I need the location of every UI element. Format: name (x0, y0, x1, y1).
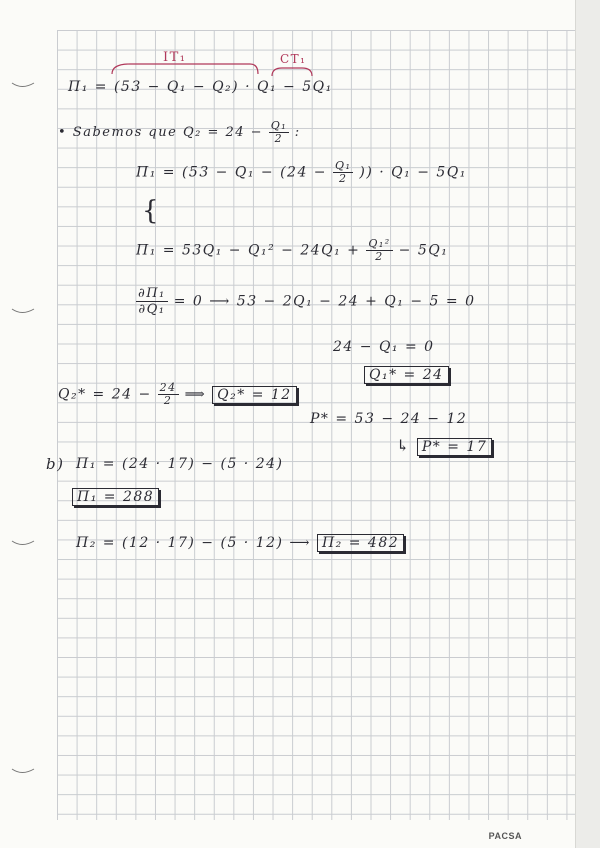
eq7-prefix: Q₂* = 24 − (58, 386, 152, 403)
derivative-denominator: ∂Q₁ (138, 302, 166, 317)
equation-solve-q1: 24 − Q₁ = 0 (333, 339, 435, 355)
eq4-prefix: Π₁ = 53Q₁ − Q₁² − 24Q₁ + (136, 242, 361, 259)
brace-symbol: { (142, 196, 161, 226)
fraction-numerator: Q₁ (270, 119, 288, 132)
derivative-numerator: ∂Π₁ (138, 286, 166, 301)
derivative-fraction (136, 286, 168, 317)
binder-hole-mark (10, 766, 36, 776)
fraction-numerator: Q₁ (335, 159, 352, 172)
fraction-denominator: 2 (375, 250, 384, 263)
fraction (333, 160, 353, 185)
eq4-suffix: − 5Q₁ (398, 242, 449, 259)
equation-profit-1: Π₁ = (53 − Q₁ − Q₂) · Q₁ − 5Q₁ (68, 79, 333, 95)
implies-arrow: ⟹ (184, 386, 207, 403)
fraction-denominator: 2 (163, 394, 173, 407)
substitution-line (58, 120, 301, 145)
eq3-prefix: Π₁ = (53 − Q₁ − (24 − (136, 164, 328, 181)
answer-box: Q₂* = 12 (212, 386, 297, 404)
answer-box: Π₂ = 482 (317, 534, 404, 552)
substitution-prefix: • Sabemos que Q₂ = 24 − (58, 125, 264, 140)
fraction-denominator: 2 (338, 172, 348, 185)
fraction-denominator: 2 (274, 132, 284, 145)
boxed-result-profit-1 (72, 488, 159, 506)
equation-profit-firm-2 (76, 534, 404, 552)
derivative-equation: = 0 ⟶ 53 − 2Q₁ − 24 + Q₁ − 5 = 0 (173, 293, 476, 310)
equation-q2 (58, 382, 297, 407)
equation-profit-expanded (136, 238, 448, 263)
fraction (269, 120, 289, 145)
page-edge (575, 0, 600, 848)
fraction-numerator: 24 (159, 381, 177, 394)
answer-box: Q₁* = 24 (364, 366, 449, 384)
binder-hole-mark (10, 306, 36, 316)
left-margin (0, 0, 57, 848)
equation-price: P* = 53 − 24 − 12 (310, 411, 468, 427)
footer-logo: PACSA (488, 831, 522, 841)
answer-box: P* = 17 (417, 438, 492, 456)
eq10-text: Π₂ = (12 · 17) − (5 · 12) ⟶ (76, 535, 312, 551)
fraction (158, 382, 179, 407)
fraction (366, 238, 392, 263)
answer-box: Π₁ = 288 (72, 488, 159, 506)
binder-hole-mark (10, 538, 36, 548)
substitution-suffix: : (294, 125, 301, 140)
eq3-suffix: )) · Q₁ − 5Q₁ (359, 164, 467, 181)
boxed-result-q1 (364, 366, 449, 384)
boxed-result-price (396, 436, 492, 456)
part-b-label: b) (46, 455, 65, 473)
fraction-numerator: Q₁² (368, 237, 391, 250)
equation-profit-substituted (136, 160, 467, 185)
it-label: IT₁ (163, 50, 187, 65)
derivative-condition (136, 286, 475, 317)
equation-profit-firm-1: Π₁ = (24 · 17) − (5 · 24) (76, 456, 284, 472)
ct-label: CT₁ (280, 52, 307, 66)
hook-arrow: ↳ (396, 436, 411, 455)
